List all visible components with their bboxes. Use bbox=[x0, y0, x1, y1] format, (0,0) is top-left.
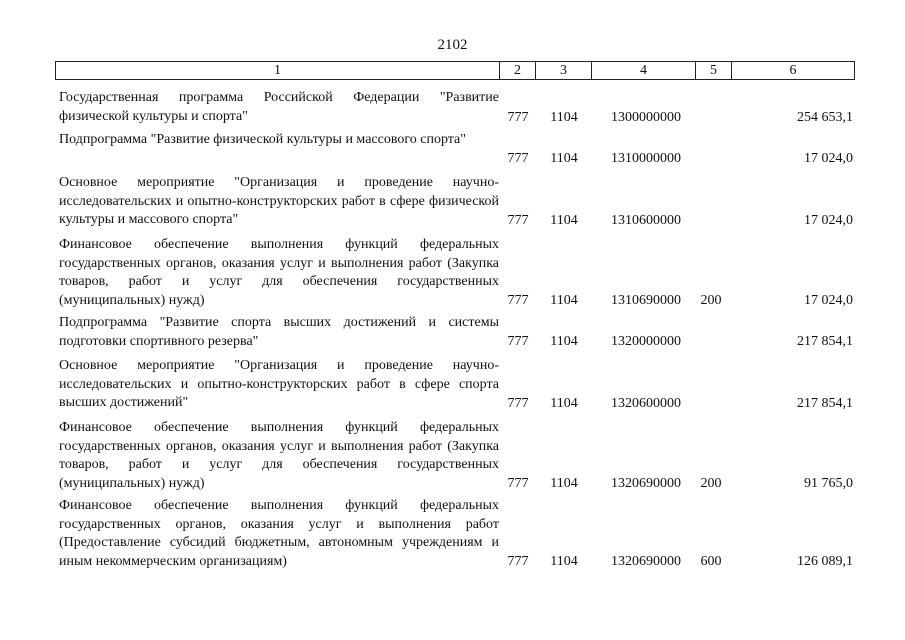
header-col-5: 5 bbox=[696, 62, 732, 79]
row-col-5: 600 bbox=[700, 553, 722, 569]
row-col-4: 1320690000 bbox=[611, 553, 681, 569]
row-col-3: 1104 bbox=[550, 395, 578, 411]
row-col-3: 1104 bbox=[550, 475, 578, 491]
row-col-5: 200 bbox=[700, 475, 722, 491]
row-col-2: 777 bbox=[507, 292, 529, 308]
row-col-3: 1104 bbox=[550, 292, 578, 308]
table-row bbox=[55, 89, 855, 127]
table-header bbox=[55, 61, 855, 80]
header-col-2: 2 bbox=[500, 62, 536, 79]
row-col-2: 777 bbox=[507, 475, 529, 491]
row-description: Финансовое обеспечение выполнения функций федеральных государственных органов, оказания услуг и выполнения работ (Закупка товаров, работ и услуг для обеспечения государственных (муниципальных) нужд) bbox=[59, 237, 499, 308]
row-description: Государственная программа Российской Федерации "Развитие физической культуры и спорта" bbox=[59, 90, 499, 124]
row-col-3: 1104 bbox=[550, 333, 578, 349]
row-col-6: 91 765,0 bbox=[804, 475, 853, 491]
row-col-4: 1310690000 bbox=[611, 292, 681, 308]
table-row bbox=[55, 497, 855, 571]
row-col-2: 777 bbox=[507, 553, 529, 569]
row-col-2: 777 bbox=[507, 333, 529, 349]
table-row bbox=[55, 131, 855, 168]
row-description: Основное мероприятие "Организация и проведение научно-исследовательских и опытно-конструкторских работ в сфере физической культуры и массового спорта" bbox=[59, 175, 499, 227]
header-col-1: 1 bbox=[56, 62, 500, 79]
table-row bbox=[55, 419, 855, 493]
row-col-3: 1104 bbox=[550, 212, 578, 228]
row-col-3: 1104 bbox=[550, 553, 578, 569]
row-col-6: 217 854,1 bbox=[797, 395, 853, 411]
row-description: Основное мероприятие "Организация и проведение научно-исследовательских и опытно-конструкторских работ в сфере спорта высших достижений" bbox=[59, 358, 499, 410]
page-number: 2102 bbox=[437, 37, 468, 53]
row-description: Финансовое обеспечение выполнения функций федеральных государственных органов, оказания услуг и выполнения работ (Предоставление субсидий бюджетным, автономным учреждениям и иным некоммерческим организациям) bbox=[59, 498, 499, 569]
header-col-3: 3 bbox=[536, 62, 592, 79]
row-col-4: 1320000000 bbox=[611, 333, 681, 349]
row-col-6: 217 854,1 bbox=[797, 333, 853, 349]
row-col-5: 200 bbox=[700, 292, 722, 308]
row-col-2: 777 bbox=[507, 395, 529, 411]
row-col-2: 777 bbox=[507, 109, 529, 125]
row-description: Подпрограмма "Развитие физической культуры и массового спорта" bbox=[59, 132, 466, 147]
row-col-4: 1320690000 bbox=[611, 475, 681, 491]
table-row bbox=[55, 174, 855, 230]
row-col-3: 1104 bbox=[550, 109, 578, 125]
row-col-2: 777 bbox=[507, 212, 529, 228]
row-col-4: 1300000000 bbox=[611, 109, 681, 125]
row-col-6: 254 653,1 bbox=[797, 109, 853, 125]
header-col-6: 6 bbox=[789, 63, 797, 78]
row-col-3: 1104 bbox=[550, 150, 578, 166]
table-row bbox=[55, 236, 855, 310]
row-col-4: 1310600000 bbox=[611, 212, 681, 228]
header-col-4: 4 bbox=[592, 62, 696, 79]
table-row bbox=[55, 357, 855, 413]
row-col-6: 126 089,1 bbox=[797, 553, 853, 569]
row-col-6: 17 024,0 bbox=[804, 150, 853, 166]
row-description: Подпрограмма "Развитие спорта высших достижений и системы подготовки спортивного резерва" bbox=[59, 315, 499, 349]
row-col-6: 17 024,0 bbox=[804, 212, 853, 228]
row-col-4: 1320600000 bbox=[611, 395, 681, 411]
row-col-6: 17 024,0 bbox=[804, 292, 853, 308]
row-col-4: 1310000000 bbox=[611, 150, 681, 166]
table-row bbox=[55, 314, 855, 351]
row-col-2: 777 bbox=[507, 150, 529, 166]
row-description: Финансовое обеспечение выполнения функций федеральных государственных органов, оказания услуг и выполнения работ (Закупка товаров, работ и услуг для обеспечения государственных (муниципальных) нужд) bbox=[59, 420, 499, 491]
